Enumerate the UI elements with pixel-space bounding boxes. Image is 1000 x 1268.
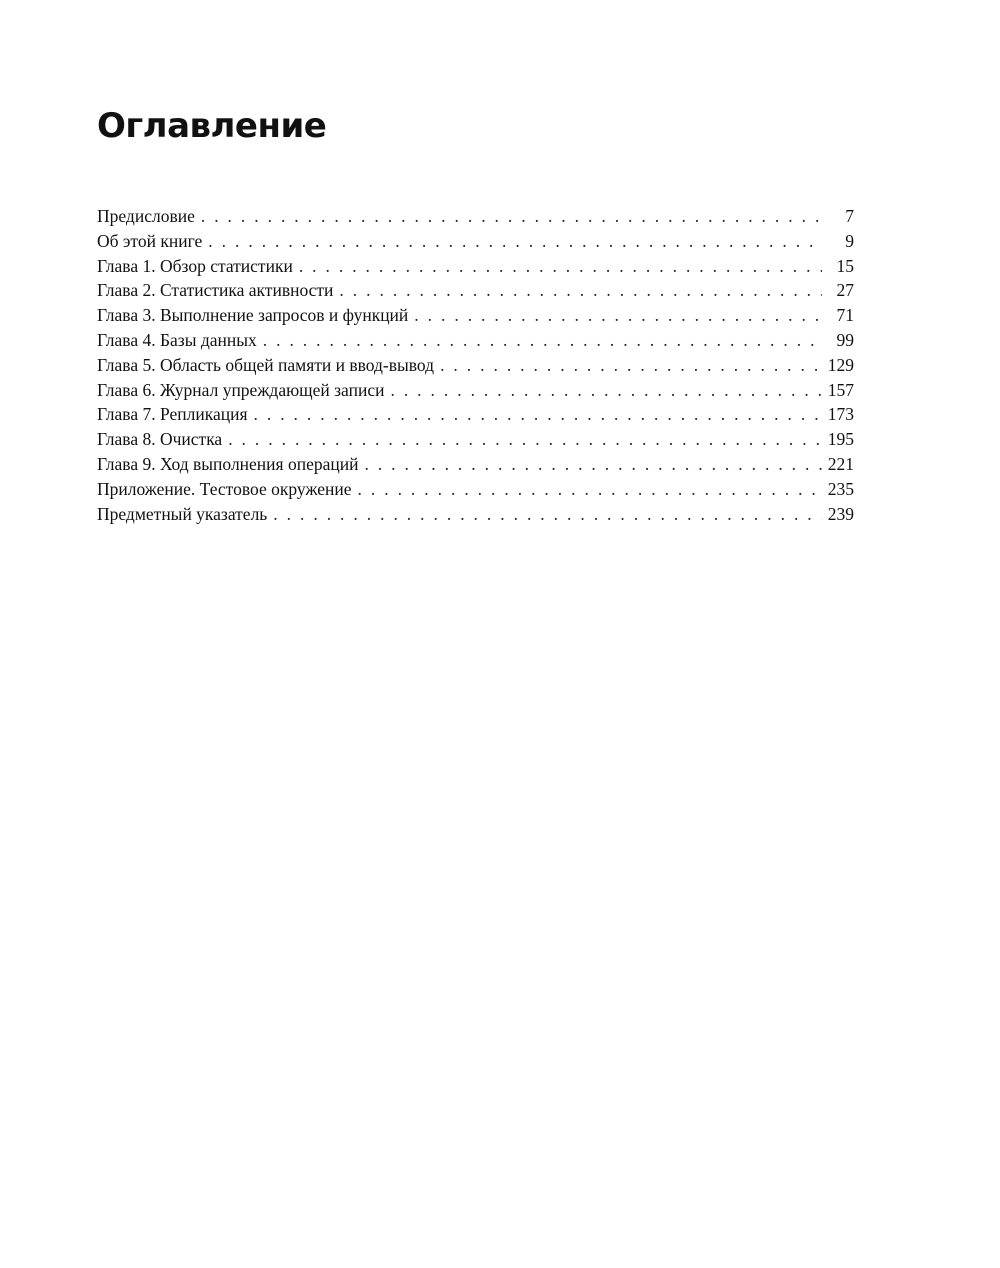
toc-entry-title: Глава 4. Базы данных bbox=[97, 329, 257, 350]
toc-dot-leader bbox=[273, 502, 821, 527]
toc-dot-leader bbox=[414, 303, 822, 328]
toc-entry-page: 239 bbox=[827, 503, 854, 524]
toc-dot-leader bbox=[299, 254, 822, 279]
toc-entry-page: 129 bbox=[827, 354, 854, 375]
toc-entry-page: 221 bbox=[827, 453, 854, 474]
toc-entry-title: Глава 8. Очистка bbox=[97, 429, 223, 450]
toc-entry[interactable] bbox=[97, 328, 854, 353]
toc-dot-leader bbox=[263, 328, 822, 353]
toc-entry[interactable] bbox=[97, 229, 854, 254]
toc-entry-title: Глава 9. Ход выполнения операций bbox=[97, 453, 359, 474]
toc-entry-page: 27 bbox=[836, 280, 854, 301]
toc-entry-title: Об этой книге bbox=[97, 230, 203, 251]
toc-dot-leader bbox=[339, 278, 822, 303]
toc-entry[interactable] bbox=[97, 378, 854, 403]
toc-entry-title: Предметный указатель bbox=[97, 503, 268, 524]
toc-entry[interactable] bbox=[97, 477, 854, 502]
toc-entry-page: 15 bbox=[836, 255, 854, 276]
toc-entry-page: 99 bbox=[836, 329, 854, 350]
toc-dot-leader bbox=[208, 229, 822, 254]
table-of-contents bbox=[97, 204, 854, 526]
toc-entry-page: 7 bbox=[845, 206, 854, 226]
toc-dot-leader bbox=[228, 427, 822, 452]
toc-entry[interactable] bbox=[97, 402, 854, 427]
toc-entry-title: Предисловие bbox=[97, 206, 195, 226]
toc-entry-title: Глава 7. Репликация bbox=[97, 404, 248, 425]
toc-entry-title: Глава 5. Область общей памяти и ввод-вывод bbox=[97, 354, 435, 375]
toc-dot-leader bbox=[358, 477, 822, 502]
toc-entry[interactable] bbox=[97, 254, 854, 279]
toc-entry-title: Приложение. Тестовое окружение bbox=[97, 478, 352, 499]
toc-entry-page: 71 bbox=[836, 305, 854, 326]
toc-dot-leader bbox=[390, 378, 821, 403]
toc-entry-page: 235 bbox=[827, 478, 854, 499]
toc-entry-page: 9 bbox=[845, 230, 854, 251]
toc-entry[interactable] bbox=[97, 353, 854, 378]
toc-entry[interactable] bbox=[97, 502, 854, 527]
toc-entry[interactable] bbox=[97, 452, 854, 477]
toc-entry-title: Глава 2. Статистика активности bbox=[97, 280, 334, 301]
toc-entry[interactable] bbox=[97, 278, 854, 303]
toc-entry-title: Глава 1. Обзор статистики bbox=[97, 255, 293, 276]
toc-dot-leader bbox=[201, 204, 822, 229]
toc-entry-title: Глава 3. Выполнение запросов и функций bbox=[97, 305, 409, 326]
toc-entry[interactable] bbox=[97, 204, 854, 229]
toc-dot-leader bbox=[254, 402, 822, 427]
toc-entry-title: Глава 6. Журнал упреждающей записи bbox=[97, 379, 385, 400]
toc-entry[interactable] bbox=[97, 303, 854, 328]
toc-entry-page: 195 bbox=[827, 429, 854, 450]
toc-entry-page: 157 bbox=[827, 379, 854, 400]
toc-dot-leader bbox=[440, 353, 822, 378]
toc-entry-page: 173 bbox=[827, 404, 854, 425]
page-title: Оглавление bbox=[97, 106, 327, 146]
toc-entry[interactable] bbox=[97, 427, 854, 452]
toc-dot-leader bbox=[364, 452, 821, 477]
